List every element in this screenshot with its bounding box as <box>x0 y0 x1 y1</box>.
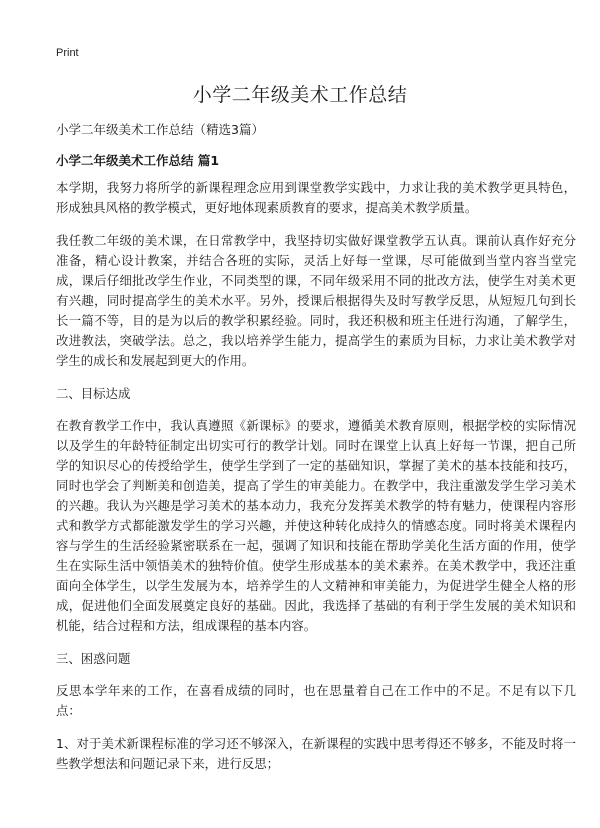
sub-heading-goals: 二、目标达成 <box>56 386 131 401</box>
section-title: 小学二年级美术工作总结 篇1 <box>56 153 220 168</box>
document-title: 小学二年级美术工作总结 <box>192 84 408 106</box>
paragraph: 在教育教学工作中，我认真遵照《新课标》的要求，遵循美术教育原则，根据学校的实际情况以及学生的年龄特征制定出切实可行的教学计划。同时在课堂上认真上好每一节课，把自己所学的知识尽心的传授给学生，使学生学到了一定的基础知识，掌握了美术的基本技能和技巧，同时也学会了判断美和创造美，提高了学生的审美能力。在教学中，我注重激发学生学习美术的兴趣。我认为兴趣是学习美术的基本动力，我充分发挥美术教学的特有魅力，使课程内容形式和教学方式都能激发学生的学习兴趣，并使这种转化成持久的情感态度。同时将美术课程内容与学生的生活经验紧密联系在一起，强调了知识和技能在帮助学美化生活方面的作用，使学生在实际生活中领悟美术的独特价值。使学生形成基本的美术素养。在美术教学中，我还注重面向全体学生，以学生发展为本，培养学生的人文精神和审美能力，为促进学生健全人格的形成，促进他们全面发展奠定良好的基础。因此，我选择了基础的有利于学生发展的美术知识和机能，结合过程和方法，组成课程的基本内容。 <box>56 418 576 633</box>
print-link[interactable]: Print <box>56 47 79 59</box>
paragraph: 反思本学年来的工作，在喜看成绩的同时，也在思量着自己在工作中的不足。不足有以下几点： <box>56 683 576 718</box>
paragraph: 我任教二年级的美术课，在日常教学中，我坚持切实做好课堂教学五认真。课前认真作好充分准备，精心设计教案，并结合各班的实际，灵活上好每一堂课，尽可能做到当堂内容当堂完成，课后仔细批改学生作业，不同类型的课，不同年级采用不同的批改方法，使学生对美术更有兴趣，同时提高学生的美术水平。另外，授课后根据得失及时写教学反思，从短短几句到长长一篇不等，目的是为以后的教学积累经验。同时，我还积极和班主任进行沟通，了解学生，改进教法，突破学法。总之，我以培养学生能力，提高学生的素质为目标，力求让美术教学对学生的成长和发展起到更大的作用。 <box>56 233 576 368</box>
paragraph: 1、对于美术新课程标准的学习还不够深入，在新课程的实践中思考得还不够多，不能及时将一些教学想法和问题记录下来，进行反思； <box>56 736 576 771</box>
sub-heading-problems: 三、困惑问题 <box>56 651 131 666</box>
document-subtitle: 小学二年级美术工作总结（精选3篇） <box>56 122 264 137</box>
document-body <box>56 178 576 787</box>
paragraph: 本学期，我努力将所学的新课程理念应用到课堂教学实践中，力求让我的美术教学更具特色，形成独具风格的教学模式，更好地体现素质教育的要求，提高美术教学质量。 <box>56 180 576 215</box>
